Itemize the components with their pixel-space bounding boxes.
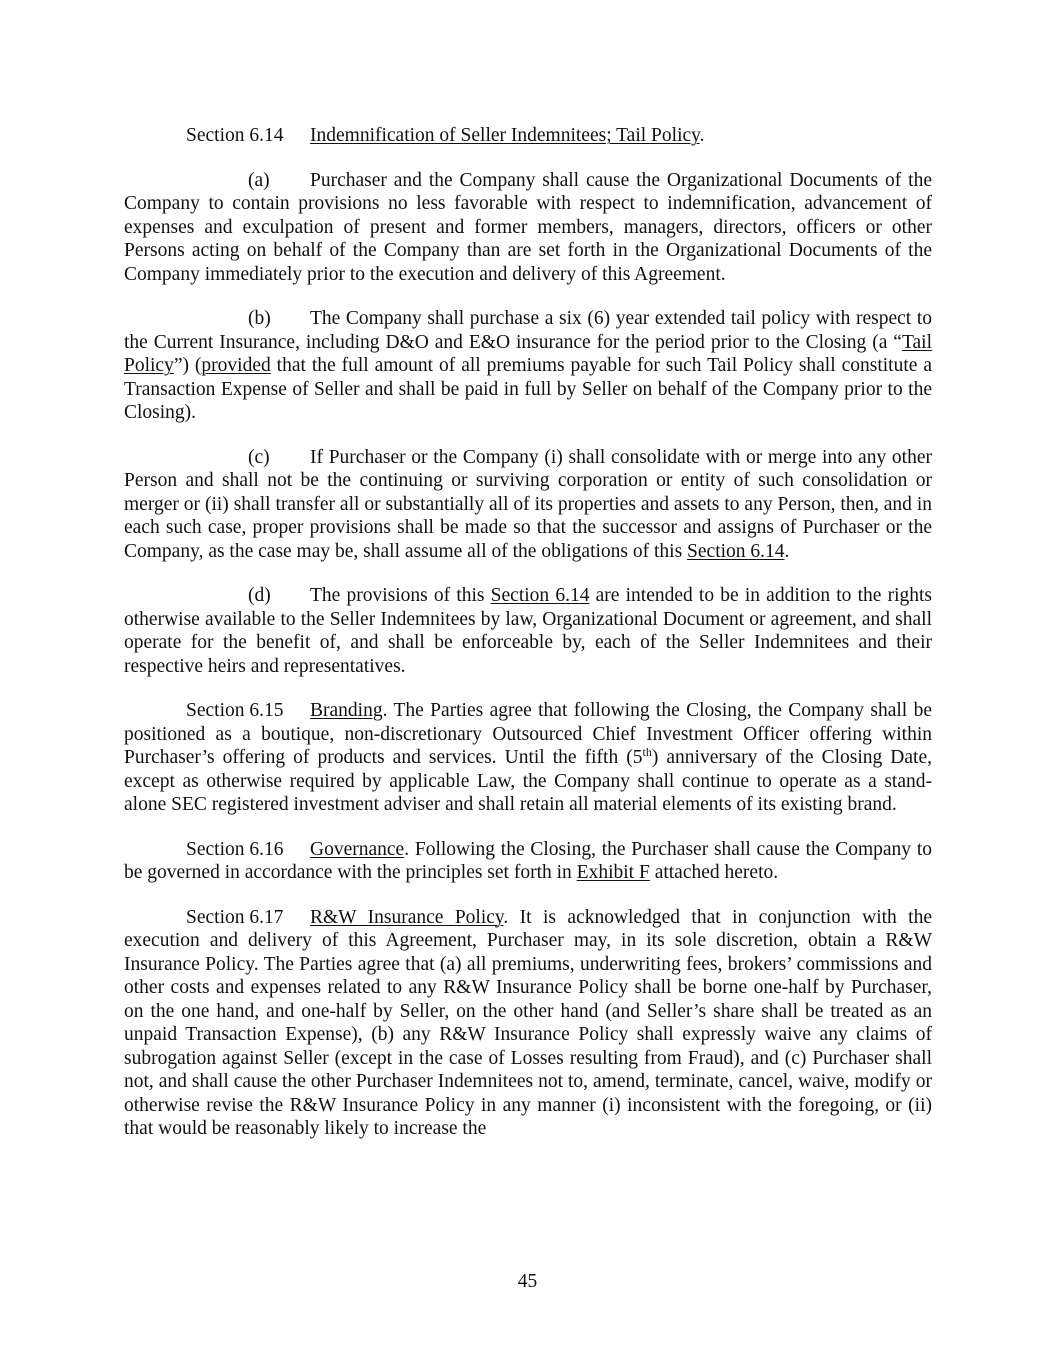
- section-6-17: Section 6.17 R&W Insurance Policy. It is acknowledged that in conjunction with the execution and delivery of this Agreement, Purchaser may, in its sole discretion, obtain a R&W Insurance Policy. The Parties agree that (a) all premiums, underwriting fees, brokers’ commissions and other costs and expenses related to any R&W Insurance Policy shall be borne one-half by Purchaser, on the one hand, and one-half by Seller, on the other hand (and Seller’s share shall be treated as an unpaid Transaction Expense), (b) any R&W Insurance Policy shall expressly waive any claims of subrogation against Seller (except in the case of Losses resulting from Fraud), and (c) Purchaser shall not, and shall cause the other Purchaser Indemnitees not to, amend, terminate, cancel, waive, modify or otherwise revise the R&W Insurance Policy in any manner (i) inconsistent with the foregoing, or (ii) that would be reasonably likely to increase the: [124, 906, 933, 1139]
- paragraph-6-14-d: (d) The provisions of this Section 6.14 are intended to be in addition to the rights otherwise available to the Seller Indemnitees by law, Organizational Document or agreement, and shall operate for the benefit of, and shall be enforceable by, each of the Seller Indemnitees and their respective heirs and representatives.: [124, 585, 932, 677]
- document-page: [124, 124, 932, 1162]
- exhibit-reference: Exhibit F: [576, 862, 650, 883]
- section-title: Governance: [310, 838, 405, 860]
- paragraph-label: (c): [248, 446, 270, 468]
- section-number: Section 6.14: [186, 125, 284, 146]
- section-title: Branding: [310, 700, 383, 721]
- section-number: Section 6.15: [186, 700, 284, 721]
- section-reference: Section 6.14: [490, 585, 590, 606]
- paragraph-label: (d): [248, 585, 271, 606]
- section-number: Section 6.17: [186, 906, 284, 928]
- ordinal-superscript: th: [642, 745, 652, 759]
- defined-term-tail-policy: Tail Policy: [124, 331, 932, 376]
- page-number: 45: [517, 1271, 538, 1292]
- term-provided: provided: [201, 355, 271, 376]
- paragraph-6-14-c: (c) If Purchaser or the Company (i) shall consolidate with or merge into any other Person and shall not be the continuing or surviving corporation or entity of such consolidation or merger or (ii) shall transfer all or substantially all of its properties and assets to any Person, then, and in each such case, proper provisions shall be made so that the successor and assigns of Purchaser or the Company, as the case may be, shall assume all of the obligations of this Section 6.14.: [124, 446, 932, 562]
- section-title: Indemnification of Seller Indemnitees; Tail Policy: [310, 125, 700, 146]
- paragraph-label: (a): [248, 169, 270, 191]
- section-reference: Section 6.14: [687, 540, 785, 562]
- section-6-14-heading: Section 6.14 Indemnification of Seller Indemnitees; Tail Policy.: [186, 125, 705, 146]
- section-title: R&W Insurance Policy: [310, 906, 504, 928]
- section-number: Section 6.16: [186, 838, 284, 860]
- section-6-16: Section 6.16 Governance. Following the Closing, the Purchaser shall cause the Company to be governed in accordance with the principles set forth in Exhibit F attached hereto.: [124, 838, 932, 883]
- paragraph-6-14-b: (b) The Company shall purchase a six (6) year extended tail policy with respect to the Current Insurance, including D&O and E&O insurance for the period prior to the Closing (a “Tail Policy”) (provided that the full amount of all premiums payable for such Tail Policy shall constitute a Transaction Expense of Seller and shall be paid in full by Seller on behalf of the Company prior to the Closing).: [124, 308, 932, 423]
- section-6-15: Section 6.15 Branding. The Parties agree that following the Closing, the Company shall be positioned as a boutique, non-discretionary Outsourced Chief Investment Officer offering within Purchaser’s offering of products and services. Until the fifth (5th) anniversary of the Closing Date, except as otherwise required by applicable Law, the Company shall continue to operate as a stand-alone SEC registered investment adviser and shall retain all material elements of its existing brand.: [124, 700, 932, 815]
- paragraph-label: (b): [248, 308, 271, 329]
- paragraph-6-14-a: (a) Purchaser and the Company shall cause the Organizational Documents of the Company to contain provisions no less favorable with respect to indemnification, advancement of expenses and exculpation of present and former members, managers, directors, officers or other Persons acting on behalf of the Company than are set forth in the Organizational Documents of the Company immediately prior to the execution and delivery of this Agreement.: [124, 169, 932, 285]
